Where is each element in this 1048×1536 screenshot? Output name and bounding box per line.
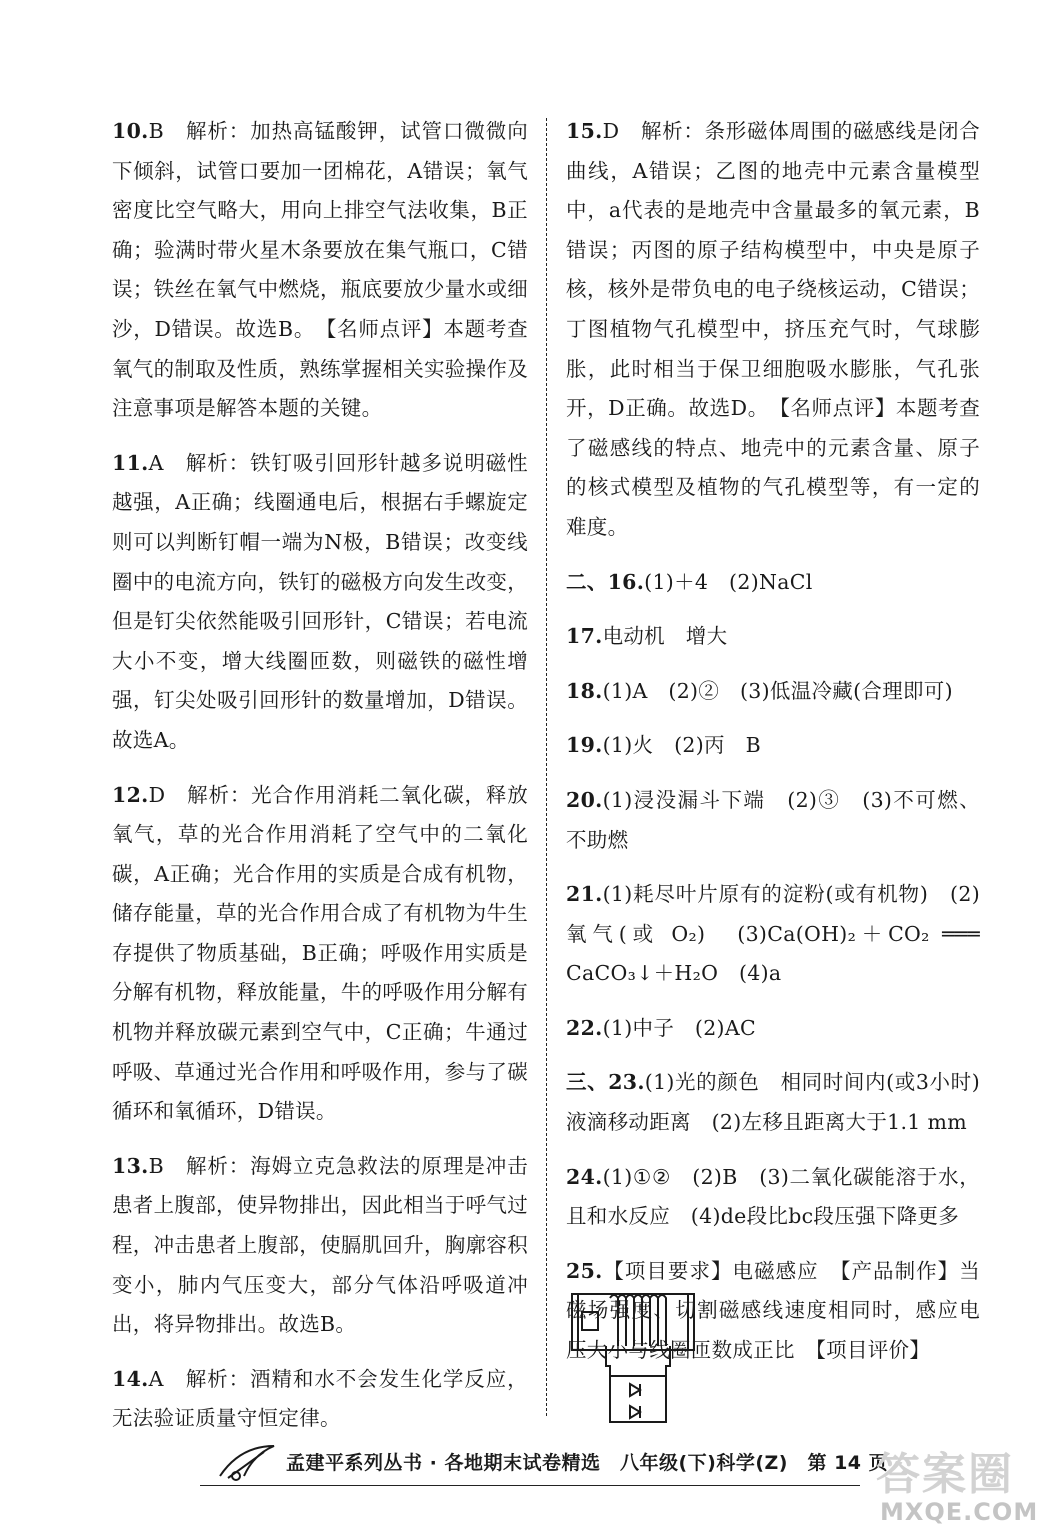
answer-18 [566,672,980,712]
answer-number: 17. [566,624,603,649]
answer-number: 22. [566,1015,603,1040]
answer-number: 20. [566,787,603,812]
answer-number: 25. [566,1258,603,1283]
site-watermark [872,1438,1039,1528]
answer-22 [566,1009,980,1049]
answer-body: B 解析：加热高锰酸钾，试管口微微向下倾斜，试管口要加一团棉花，A错误；氧气密度比空气略大，用向上排空气法收集，B正确；验满时带火星木条要放在集气瓶口，C错误；铁丝在氧气中燃烧，瓶底要放少量水或细沙，D错误。故选B。 【名师点评】本题考查氧气的制取及性质，熟练掌握相关实验操作及注意事项是解答本题的关键。 [112,119,528,421]
answer-body: 【项目要求】电磁感应 【产品制作】当磁场强度、切割磁感线速度相同时，感应电压大小与线圈匝数成正比 【项目评价】 [566,1258,980,1363]
answer-number: 三、23. [566,1070,645,1095]
answer-21 [566,875,980,994]
answer-number: 10. [112,119,149,143]
tube-right-cap [688,1294,694,1350]
answer-number: 18. [566,678,603,703]
magnet [582,1312,598,1330]
answer-number: 19. [566,733,603,758]
answer-11 [112,444,528,761]
footer-rule [200,1485,860,1486]
answer-17 [566,617,980,657]
answer-body: (1)耗尽叶片原有的淀粉(或有机物) (2)氧气(或 O₂) (3)Ca(OH)₂＋CO₂ ═══ CaCO₃↓＋H₂O (4)a [566,882,980,986]
answer-number: 12. [112,782,149,807]
answer-body: (1)中子 (2)AC [602,1015,756,1040]
watermark-title: 答案圈 [876,1449,1014,1500]
answer-body: (1)A (2)② (3)低温冷藏(合理即可) [602,678,953,703]
watermark-url: MXQE.COM [880,1498,1039,1526]
answer-body: A 解析：铁钉吸引回形针越多说明磁性越强，A正确；线圈通电后，根据右手螺旋定则可以判断钉帽一端为N极，B错误；改变线圈中的电流方向，铁钉的磁极方向发生改变，但是钉尖依然能吸引回形针，C错误；若电流大小不变，增大线圈匝数，则磁铁的磁性增强，钉尖处吸引回形针的数量增加，D错误。故选A。 [112,450,528,752]
answer-body: D 解析：光合作用消耗二氧化碳，释放氧气，草的光合作用消耗了空气中的二氧化碳，A正确；光合作用的实质是合成有机物，储存能量，草的光合作用合成了有机物为牛生存提供了物质基础，B正确；呼吸作用实质是分解有机物，释放能量，牛的呼吸作用分解有机物并释放碳元素到空气中，C正确；牛通过呼吸、草通过光合作用和呼吸作用，参与了碳循环和氧循环，D错误。 [112,782,528,1124]
answer-body: (1)火 (2)丙 B [602,733,762,758]
answer-14 [112,1360,528,1439]
answer-number: 11. [112,450,149,475]
column-divider [546,118,547,1416]
answer-20 [566,781,980,860]
coil-windings [610,1295,666,1346]
answer-24 [566,1158,980,1237]
answer-body: (1)①② (2)B (3)二氧化碳能溶于水，且和水反应 (4)de段比bc段压强下降更多 [566,1164,980,1229]
tube-left-cap [572,1294,578,1350]
left-column [112,112,528,1454]
answer-23 [566,1063,980,1142]
answer-number: 二、16. [566,569,645,594]
diode-top [630,1384,640,1396]
coil-circuit-diagram [570,1288,698,1432]
footer-text: 孟建平系列丛书 · 各地期末试卷精选 八年级(下)科学(Z) 第 14 页 [286,1452,889,1474]
answer-body: D 解析：条形磁体周围的磁感线是闭合曲线，A错误；乙图的地壳中元素含量模型中，a代表的是地壳中含量最多的氧元素，B错误；丙图的原子结构模型中，中央是原子核，核外是带负电的电子绕核运动，C错误；丁图植物气孔模型中，挤压充气时，气球膨胀，此时相当于保卫细胞吸水膨胀，气孔张开，D正确。故选D。 【名师点评】本题考查了磁感线的特点、地壳中的元素含量、原子的核式模型及植物的气孔模型等，有一定的难度。 [566,119,980,539]
answer-number: 13. [112,1153,149,1178]
answer-body: (1)光的颜色 相同时间内(或3小时)液滴移动距离 (2)左移且距离大于1.1 mm [566,1070,980,1135]
answer-body: 电动机 增大 [602,624,728,649]
answer-15 [566,112,980,548]
answer-16 [566,563,980,603]
answer-body: B 解析：海姆立克急救法的原理是冲击患者上腹部，使异物排出，因此相当于呼气过程，冲击患者上腹部，使膈肌回升，胸廓容积变小，肺内气压变大，部分气体沿呼吸道冲出，将异物排出。故选B。 [112,1153,528,1337]
answer-19 [566,726,980,766]
answer-number: 14. [112,1366,149,1391]
answer-number: 21. [566,882,603,907]
answer-12 [112,776,528,1132]
answer-body: A 解析：酒精和水不会发生化学反应，无法验证质量守恒定律。 [112,1366,528,1431]
publisher-logo-icon [214,1440,280,1486]
right-column [566,112,980,1386]
answer-body: (1)浸没漏斗下端 (2)③ (3)不可燃、不助燃 [566,787,980,852]
answer-13 [112,1147,528,1345]
answer-number: 15. [566,119,603,143]
answer-number: 24. [566,1164,603,1189]
diode-bottom [630,1406,640,1418]
answer-body: (1)＋4 (2)NaCl [644,569,813,594]
answer-10 [112,112,528,429]
diode-bridge [610,1376,666,1422]
